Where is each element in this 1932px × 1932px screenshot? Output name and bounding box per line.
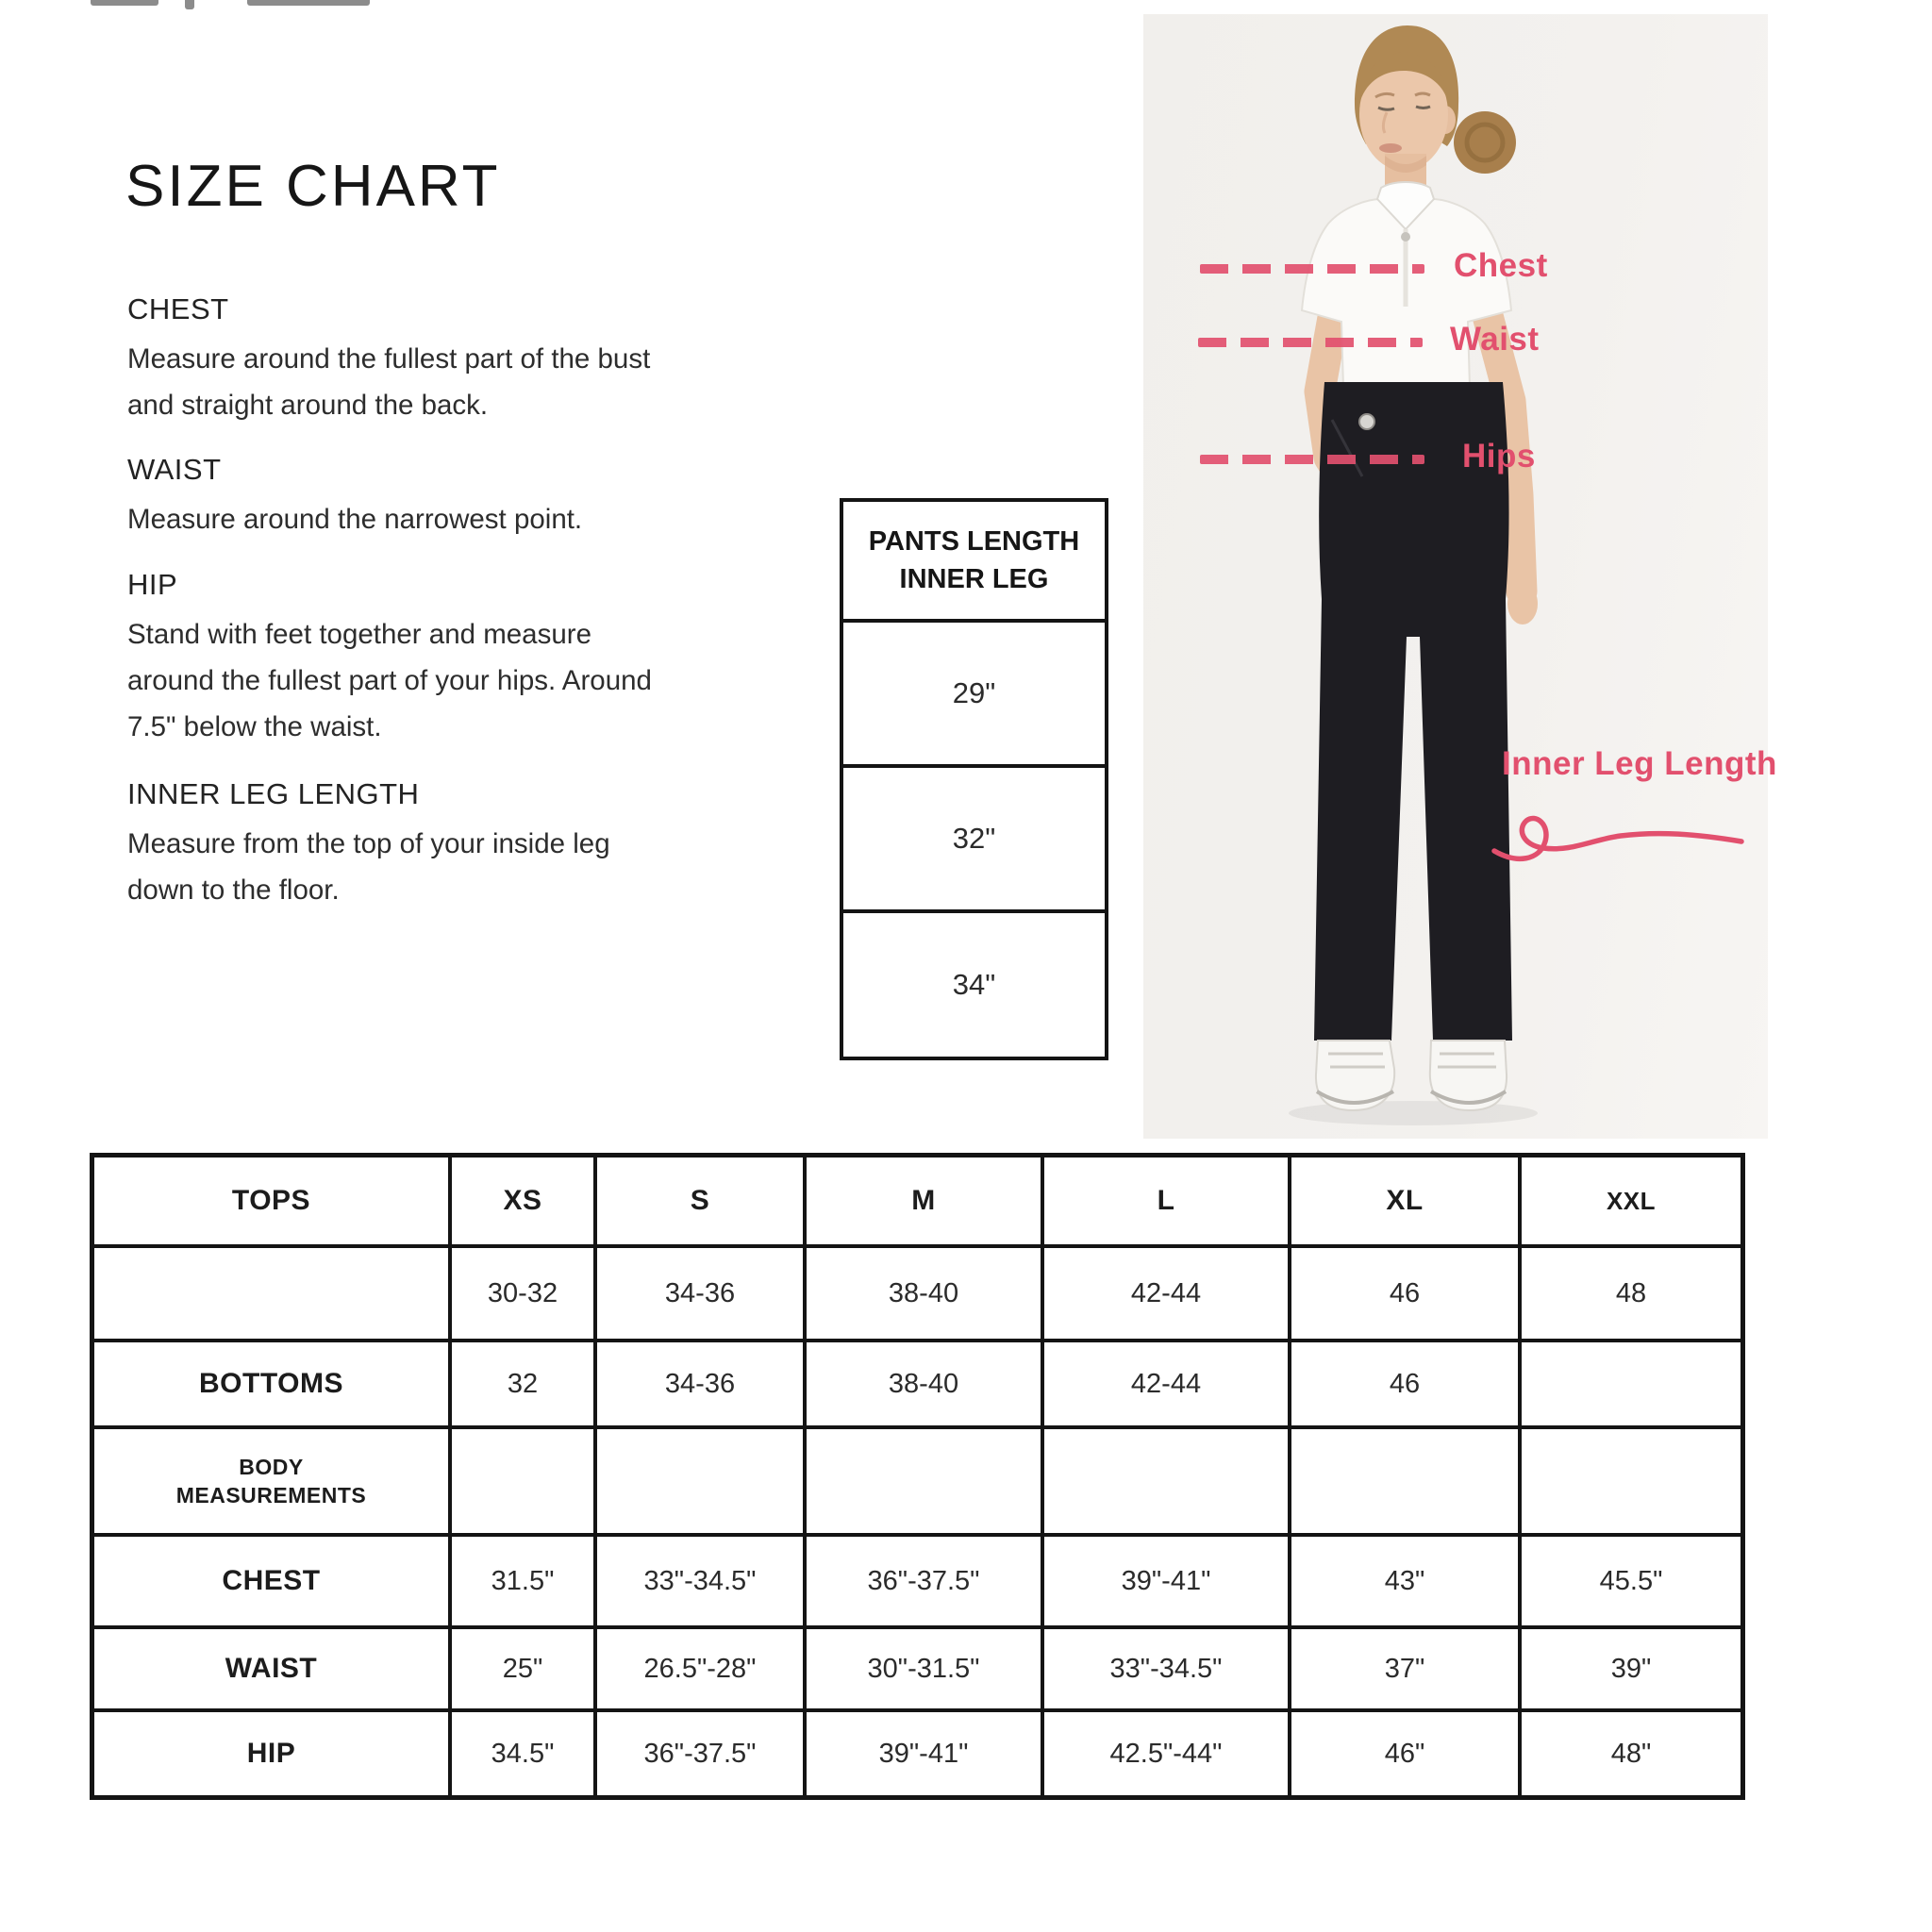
table-cell: 25": [502, 1653, 543, 1684]
heart-squiggle-icon: [1489, 791, 1749, 864]
row-label-bottoms: BOTTOMS: [199, 1368, 343, 1399]
table-cell: 34-36: [664, 1277, 736, 1308]
size-table-header-s: S: [690, 1185, 710, 1216]
instruction-hip: [127, 568, 670, 750]
size-table-header-tops: TOPS: [231, 1185, 311, 1216]
pants-length-table: [840, 498, 1108, 1060]
pants-length-header-line1: PANTS LENGTH: [868, 526, 1080, 557]
instruction-inner-leg: [127, 777, 670, 913]
model-photo: [1143, 14, 1768, 1139]
model-illustration: [1143, 14, 1768, 1139]
table-cell: 26.5"-28": [643, 1653, 757, 1684]
row-label-chest: CHEST: [222, 1565, 321, 1596]
table-cell: 31.5": [491, 1565, 555, 1596]
size-table-header-m: M: [911, 1185, 936, 1216]
table-cell: 46": [1384, 1738, 1425, 1769]
row-label-waist: WAIST: [225, 1653, 318, 1684]
instruction-text: Stand with feet together and measure around the fullest part of your hips. Around 7.5" below the waist.: [127, 619, 652, 742]
chest-label: Chest: [1454, 247, 1548, 284]
row-label-body-measurements: BODY MEASUREMENTS: [175, 1455, 367, 1507]
row-label-hip: HIP: [246, 1738, 296, 1769]
table-cell: 39"-41": [1121, 1565, 1211, 1596]
table-cell: 43": [1384, 1565, 1425, 1596]
scan-artifact: [91, 0, 158, 6]
waist-measure-line: [1198, 338, 1423, 347]
table-cell: 30"-31.5": [867, 1653, 980, 1684]
instruction-waist: [127, 453, 670, 542]
table-cell: 42-44: [1130, 1277, 1202, 1308]
size-table-header-l: L: [1157, 1185, 1175, 1216]
instruction-text: Measure around the fullest part of the bust and straight around the back.: [127, 343, 651, 421]
table-cell: 32: [507, 1368, 539, 1399]
pants-length-value: 34": [952, 968, 996, 1001]
table-cell: 36"-37.5": [643, 1738, 757, 1769]
instruction-text: Measure from the top of your inside leg down to the floor.: [127, 828, 610, 906]
table-cell: 38-40: [888, 1368, 959, 1399]
instruction-heading: HIP: [127, 568, 178, 601]
table-cell: 30-32: [487, 1277, 558, 1308]
table-cell: 42.5"-44": [1109, 1738, 1223, 1769]
table-cell: 33"-34.5": [643, 1565, 757, 1596]
table-cell: 34.5": [491, 1738, 555, 1769]
table-cell: 36"-37.5": [867, 1565, 980, 1596]
table-cell: 39": [1610, 1653, 1652, 1684]
waist-label: Waist: [1450, 321, 1540, 358]
table-cell: 46: [1389, 1368, 1421, 1399]
pants-length-value: 32": [952, 822, 996, 855]
hips-label: Hips: [1462, 438, 1536, 475]
table-cell: 46: [1389, 1277, 1421, 1308]
page-title: SIZE CHART: [125, 154, 501, 219]
hips-measure-line: [1200, 455, 1424, 464]
table-cell: 45.5": [1599, 1565, 1663, 1596]
pants-length-header-cell: [843, 502, 1105, 619]
chest-measure-line: [1200, 264, 1424, 274]
scan-artifact: [247, 0, 370, 6]
size-table-header-xs: XS: [503, 1185, 542, 1216]
table-cell: 42-44: [1130, 1368, 1202, 1399]
pants-length-value: 29": [952, 676, 996, 709]
size-table-header-xl: XL: [1386, 1185, 1424, 1216]
scan-artifact: [185, 0, 194, 9]
size-table: [90, 1153, 1745, 1800]
instruction-text: Measure around the narrowest point.: [127, 504, 583, 535]
table-cell: 39"-41": [878, 1738, 969, 1769]
table-cell: 37": [1384, 1653, 1425, 1684]
table-cell: 48: [1615, 1277, 1647, 1308]
table-cell: 48": [1610, 1738, 1652, 1769]
instruction-chest: [127, 292, 670, 428]
instruction-heading: INNER LEG LENGTH: [127, 777, 420, 810]
table-cell: 34-36: [664, 1368, 736, 1399]
pants-length-header-line2: INNER LEG: [899, 564, 1049, 594]
table-cell: 33"-34.5": [1109, 1653, 1223, 1684]
size-table-header-xxl: XXL: [1606, 1186, 1657, 1215]
instruction-heading: CHEST: [127, 292, 229, 325]
inner-leg-label: Inner Leg Length: [1502, 745, 1777, 782]
instruction-heading: WAIST: [127, 453, 222, 486]
table-cell: 38-40: [888, 1277, 959, 1308]
